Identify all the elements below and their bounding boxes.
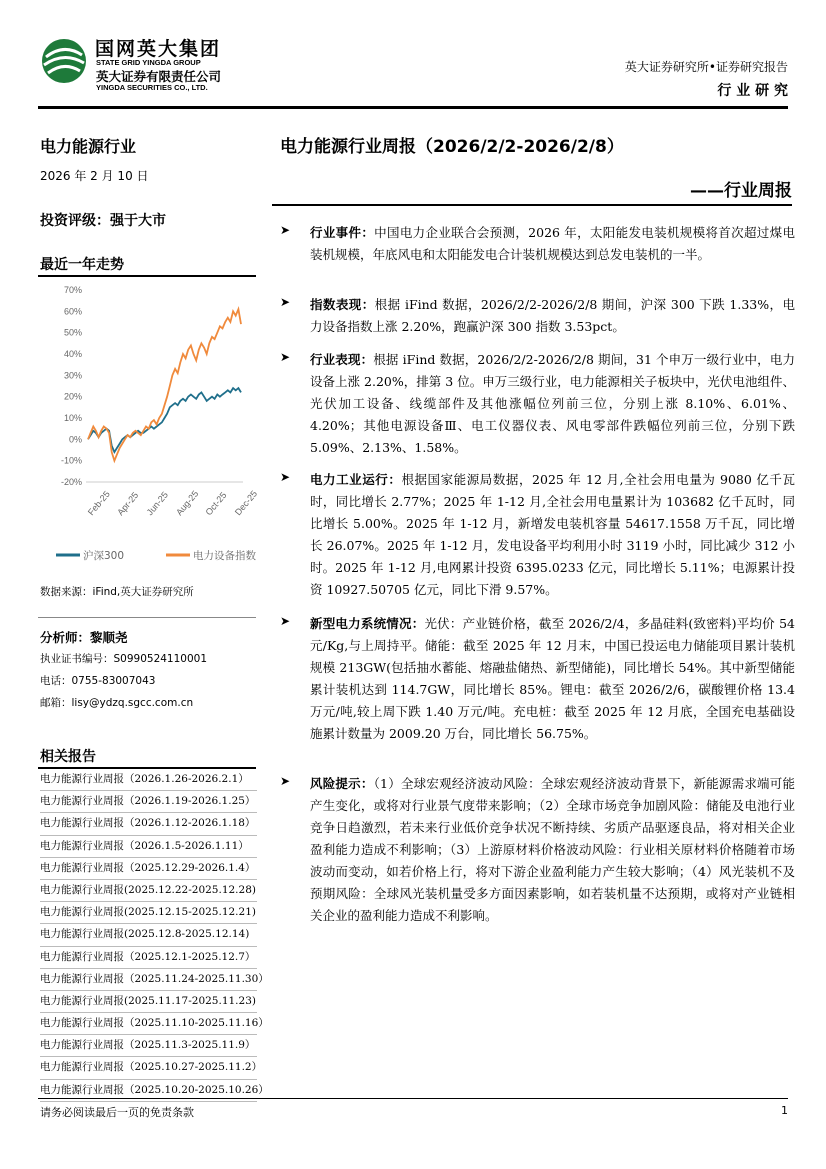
page-number: 1 <box>781 1104 788 1117</box>
bullet-arrow-icon: ➤ <box>280 774 291 788</box>
y-tick-label: 0% <box>68 434 82 445</box>
bullet-arrow-icon: ➤ <box>280 223 291 237</box>
y-tick-label: 60% <box>63 306 82 317</box>
bullet-label: 行业表现： <box>310 352 374 367</box>
y-tick-label: -20% <box>60 477 82 487</box>
bullet-body: 根据 iFind 数据，2026/2/2-2026/2/8 期间，31 个申万一级行业中，电力设备上涨 2.20%，排第 3 位。申万三级行业，电力能源相关子板块中，光伏电池组件、光伏加工设备、线缆部件及其他涨幅位列前三位，分别上涨 8.10%、6.01%、4.20%；其他电源设备Ⅲ、电工仪器仪表、风电零部件跌幅位列前三位，分别下跌 5.09%、2.13%、1.58%。 <box>310 352 795 455</box>
bullet-label: 行业事件： <box>310 225 375 240</box>
bullet-item <box>280 349 795 459</box>
related-report-item[interactable]: 电力能源行业周报（2026.1.19-2026.1.25） <box>40 791 257 813</box>
x-tick-label: Oct-25 <box>203 490 229 518</box>
logo-en-securities: YINGDA SECURITIES CO., LTD. <box>96 83 208 92</box>
related-report-item[interactable]: 电力能源行业周报（2025.11.24-2025.11.30） <box>40 969 257 991</box>
logo-cn: 国网英大集团 <box>95 38 222 60</box>
x-tick-label: Jun-25 <box>144 489 171 518</box>
header-institute: 英大证券研究所•证券研究报告 <box>624 60 788 74</box>
header-divider <box>38 106 788 109</box>
investment-rating: 投资评级：强于大市 <box>40 213 166 229</box>
bullet-label: 风险提示： <box>310 776 374 791</box>
y-tick-label: 40% <box>63 349 82 359</box>
bullet-item <box>280 613 795 745</box>
report-date: 2026 年 2 月 10 日 <box>40 169 149 183</box>
bullet-body: 根据 iFind 数据，2026/2/2-2026/2/8 期间，沪深 300 下跌 1.33%，电力设备指数上涨 2.20%，跑赢沪深 300 指数 3.53pct。 <box>310 297 795 334</box>
bullet-item <box>280 773 795 927</box>
related-report-item[interactable]: 电力能源行业周报（2026.1.5-2026.1.11） <box>40 836 257 858</box>
trend-divider <box>38 275 256 277</box>
related-report-item[interactable]: 电力能源行业周报（2026.1.26-2026.2.1） <box>40 769 257 791</box>
x-tick-label: Feb-25 <box>85 489 112 518</box>
footer-disclaimer: 请务必阅读最后一页的免责条款 <box>40 1106 194 1119</box>
y-tick-label: 20% <box>63 391 82 402</box>
title-divider <box>272 204 792 206</box>
related-report-item[interactable]: 电力能源行业周报(2025.11.17-2025.11.23) <box>40 991 257 1013</box>
related-report-item[interactable]: 电力能源行业周报(2025.12.22-2025.12.28) <box>40 880 257 902</box>
logo-globe-icon <box>40 37 88 85</box>
x-tick-label: Dec-25 <box>232 488 260 518</box>
x-tick-label: Apr-25 <box>115 490 141 518</box>
y-tick-label: 70% <box>63 285 82 295</box>
bullet-arrow-icon: ➤ <box>280 470 291 484</box>
analyst-email: 邮箱：lisy@ydzq.sgcc.com.cn <box>40 697 194 709</box>
y-tick-label: 10% <box>63 413 82 423</box>
related-report-item[interactable]: 电力能源行业周报（2026.1.12-2026.1.18） <box>40 813 257 835</box>
related-report-item[interactable]: 电力能源行业周报（2025.11.3-2025.11.9） <box>40 1035 257 1057</box>
bullet-text <box>310 222 795 266</box>
report-subtitle: ——行业周报 <box>690 181 792 201</box>
related-report-item[interactable]: 电力能源行业周报（2025.10.27-2025.11.2） <box>40 1057 257 1079</box>
related-report-item[interactable]: 电力能源行业周报(2025.12.15-2025.12.21) <box>40 902 257 924</box>
bullet-body: 光伏：产业链价格，截至 2026/2/4，多晶硅料(致密料)平均价 54 元/Kg,与上周持平。储能：截至 2025 年 12 月末，中国已投运电力储能项目累计装机规模 213GW(包括抽水蓄能、熔融盐储热、新型储能)，同比增长 54%。其中新型储能累计装机达到 114.7GW，同比增长 85%。锂电：截至 2026/2/6，碳酸锂价格 13.4 万元/吨,较上周下跌 1.40 万元/吨。充电桩：截至 2025 年 12 月底，全国充电基础设施累计数量为 2009.20 万台，同比增长 56.75%。 <box>310 616 795 741</box>
bullet-item <box>280 469 795 601</box>
footer-divider <box>38 1098 788 1099</box>
bullet-body: 根据国家能源局数据，2025 年 12 月,全社会用电量为 9080 亿千瓦时，同比增长 2.77%；2025 年 1-12 月,全社会用电量累计为 103682 亿千瓦时，同比增长 5.00%。2025 年 1-12 月，新增发电装机容量 54617.1558 万千瓦，同比增长 26.07%。2025 年 1-12 月，发电设备平均利用小时 3119 小时，同比减少 312 小时。2025 年 1-12 月,电网累计投资 6395.0233 亿元，同比增长 5.11%；电源累计投资 10927.50705 亿元，同比下滑 9.57%。 <box>310 472 795 597</box>
sidebar-industry: 电力能源行业 <box>40 137 137 156</box>
related-title: 相关报告 <box>40 749 96 765</box>
legend-label: 沪深300 <box>83 550 125 562</box>
trend-title: 最近一年走势 <box>40 257 124 273</box>
y-tick-label: -10% <box>60 455 82 466</box>
related-report-item[interactable]: 电力能源行业周报(2025.12.8-2025.12.14) <box>40 924 257 946</box>
y-tick-label: 30% <box>63 370 82 381</box>
logo-en-group: STATE GRID YINGDA GROUP <box>96 58 201 67</box>
header-category: 行 业 研 究 <box>717 83 788 99</box>
chart-source: 数据来源：iFind,英大证券研究所 <box>40 586 194 598</box>
company-logo <box>40 34 250 94</box>
related-report-item[interactable]: 电力能源行业周报（2025.10.20-2025.10.26） <box>40 1080 257 1102</box>
bullet-body: （1）全球宏观经济波动风险：全球宏观经济波动背景下，新能源需求端可能产生变化，或将对行业景气度带来影响；（2）全球市场竞争加剧风险：储能及电池行业竞争日趋激烈，若未来行业低价竞争状况不断持续、劣质产品驱逐良品，将对相关企业盈利能力造成不利影响；（3）上游原材料价格波动风险：行业相关原材料价格随着市场波动而变动，如若价格上行，将对下游企业盈利能力产生较大影响；（4）风光装机不及预期风险：全球风光装机量受多方面因素影响，如若装机量不达预期，或将对产业链相关企业的盈利能力造成不利影响。 <box>310 776 795 923</box>
analyst-phone: 电话：0755-83007043 <box>40 675 156 687</box>
bullet-text <box>310 349 795 459</box>
related-report-item[interactable]: 电力能源行业周报（2025.11.10-2025.11.16） <box>40 1013 257 1035</box>
x-tick-label: Aug-25 <box>174 488 201 518</box>
bullet-text <box>310 773 795 927</box>
legend-label: 电力设备指数 <box>193 550 256 562</box>
bullet-text <box>310 613 795 745</box>
source-divider <box>38 617 256 618</box>
bullet-label: 电力工业运行： <box>310 472 402 487</box>
bullet-item <box>280 294 795 338</box>
bullet-arrow-icon: ➤ <box>280 295 291 309</box>
related-report-item[interactable]: 电力能源行业周报（2025.12.1-2025.12.7） <box>40 947 257 969</box>
bullet-label: 新型电力系统情况： <box>310 616 425 631</box>
analyst-cert: 执业证书编号：S0990524110001 <box>40 653 208 665</box>
bullet-text <box>310 469 795 601</box>
bullet-body: 中国电力企业联合会预测，2026 年，太阳能发电装机规模将首次超过煤电装机规模，年底风电和太阳能发电合计装机规模达到总发电装机的一半。 <box>310 225 795 262</box>
logo-cn-securities: 英大证券有限责任公司 <box>96 69 222 84</box>
related-report-item[interactable]: 电力能源行业周报（2025.12.29-2026.1.4） <box>40 858 257 880</box>
bullet-text <box>310 294 795 338</box>
bullet-arrow-icon: ➤ <box>280 350 291 364</box>
trend-chart <box>38 280 260 580</box>
bullet-item <box>280 222 795 266</box>
y-tick-label: 50% <box>63 327 82 338</box>
analyst-name: 分析师：黎顺尧 <box>40 630 128 645</box>
related-list <box>40 769 269 1102</box>
report-title: 电力能源行业周报（2026/2/2-2026/2/8） <box>280 137 624 157</box>
bullet-arrow-icon: ➤ <box>280 614 291 628</box>
bullet-label: 指数表现： <box>310 297 375 312</box>
